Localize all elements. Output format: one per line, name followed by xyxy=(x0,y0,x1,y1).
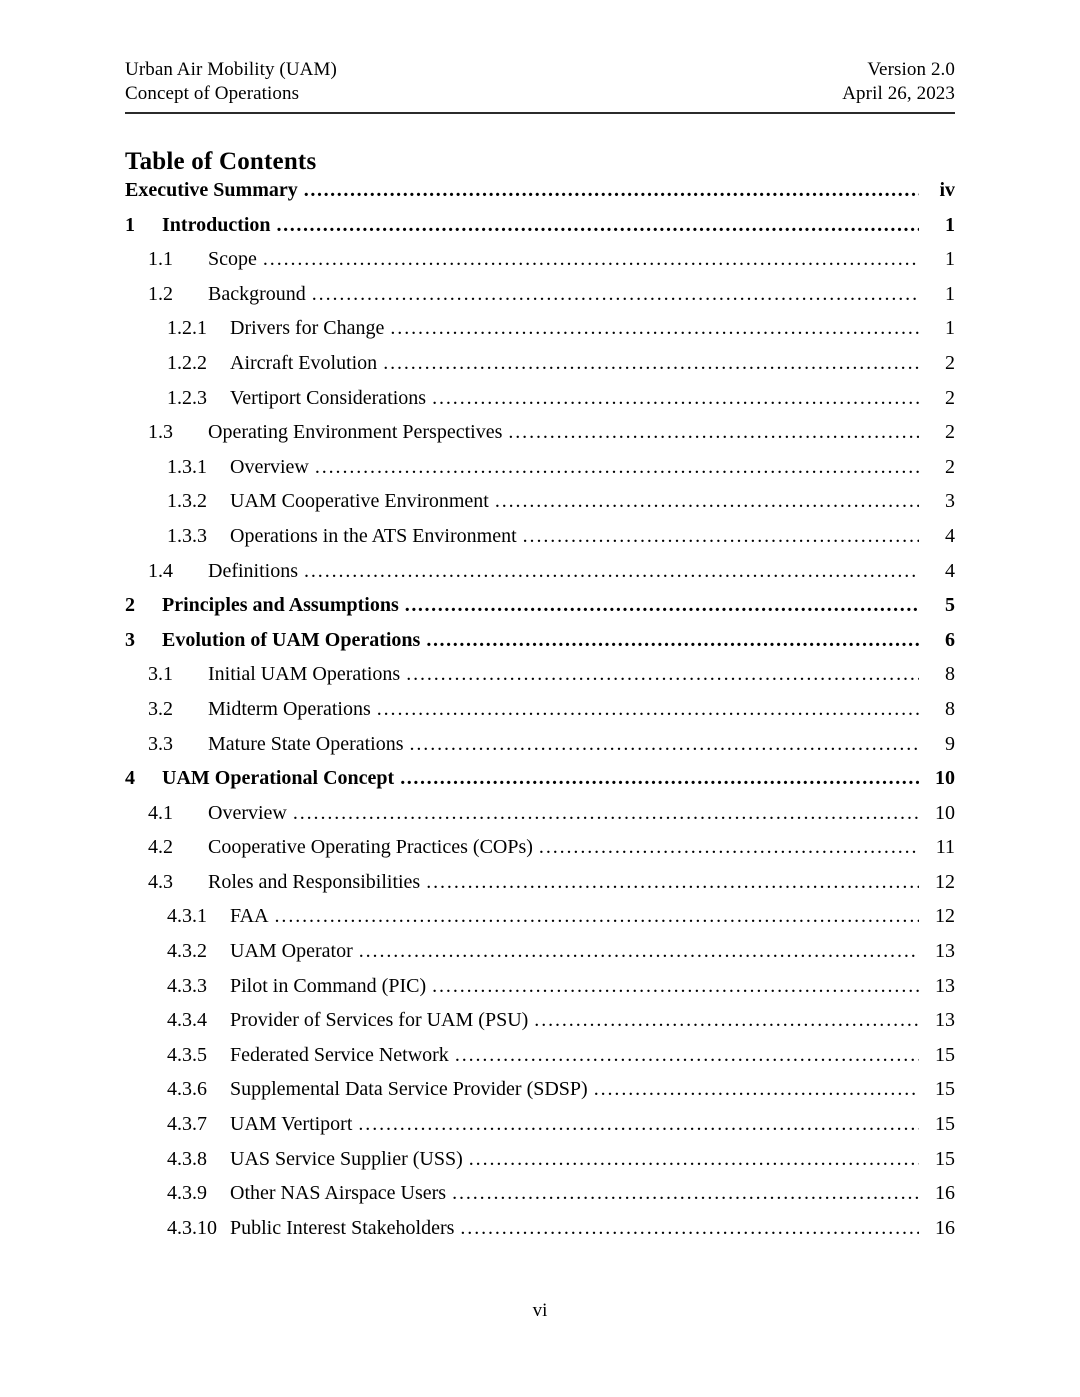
toc-entry-number: 1.2.2 xyxy=(167,351,207,374)
toc-dot-leader xyxy=(358,1113,919,1133)
toc-entry[interactable] xyxy=(125,836,955,871)
toc-entry-title: Pilot in Command (PIC) xyxy=(230,974,427,997)
toc-entry-number: 4 xyxy=(125,767,135,790)
toc-entry-number: 1.4 xyxy=(148,559,173,582)
toc-entry-number: 4.1 xyxy=(148,801,173,824)
toc-dot-leader xyxy=(263,248,919,268)
toc-entry-number: 4.3.2 xyxy=(167,940,207,963)
toc-entry[interactable] xyxy=(125,1217,955,1252)
toc-entry[interactable] xyxy=(125,248,955,283)
page-footer xyxy=(0,1300,1080,1322)
header-version: Version 2.0 xyxy=(867,59,955,80)
toc-entry-title: UAM Cooperative Environment xyxy=(230,490,489,513)
toc-entry[interactable] xyxy=(125,733,955,768)
toc-dot-leader xyxy=(275,905,919,925)
toc-entry-page-number: 4 xyxy=(945,559,955,582)
toc-entry[interactable] xyxy=(125,905,955,940)
toc-entry-title: Background xyxy=(208,282,306,305)
toc-dot-leader xyxy=(432,387,919,407)
toc-entry[interactable] xyxy=(125,1113,955,1148)
toc-entry[interactable] xyxy=(125,940,955,975)
toc-entry-page-number: 2 xyxy=(945,421,955,444)
toc-entry-title: Definitions xyxy=(208,559,298,582)
toc-entry-page-number: 16 xyxy=(935,1182,955,1205)
toc-entry-number: 1.2.1 xyxy=(167,317,207,340)
toc-dot-leader xyxy=(312,283,919,303)
toc-entry[interactable] xyxy=(125,663,955,698)
toc-dot-leader xyxy=(426,871,919,891)
toc-entry[interactable] xyxy=(125,560,955,595)
toc-entry[interactable] xyxy=(125,387,955,422)
toc-entry-page-number: 2 xyxy=(945,386,955,409)
toc-entry-number: 1.3 xyxy=(148,421,173,444)
toc-entry-page-number: 12 xyxy=(935,870,955,893)
toc-entry[interactable] xyxy=(125,179,955,214)
header-date: April 26, 2023 xyxy=(842,83,955,104)
toc-entry-title: Supplemental Data Service Provider (SDSP) xyxy=(230,1078,588,1101)
toc-entry-title: Executive Summary xyxy=(125,179,298,201)
toc-entry-page-number: 15 xyxy=(935,1147,955,1170)
toc-dot-leader xyxy=(469,1148,919,1168)
toc-entry-page-number: 1 xyxy=(945,282,955,305)
toc-entry-title: Initial UAM Operations xyxy=(208,663,401,686)
toc-entry[interactable] xyxy=(125,352,955,387)
toc-entry-page-number: iv xyxy=(939,179,955,201)
toc-entry-page-number: 2 xyxy=(945,351,955,374)
toc-entry-number: 4.3.7 xyxy=(167,1113,207,1136)
toc-dot-leader xyxy=(315,456,919,476)
toc-entry-number: 4.3.6 xyxy=(167,1078,207,1101)
toc-entry-title: UAM Operator xyxy=(230,940,353,963)
toc-entry-title: Operations in the ATS Environment xyxy=(230,524,517,547)
toc-dot-leader xyxy=(390,317,919,337)
toc-entry-title: Evolution of UAM Operations xyxy=(162,628,421,651)
toc-entry-number: 4.2 xyxy=(148,836,173,859)
toc-entry-page-number: 4 xyxy=(945,524,955,547)
toc-entry-title: Drivers for Change xyxy=(230,317,385,340)
toc-entry[interactable] xyxy=(125,456,955,491)
toc-entry-page-number: 16 xyxy=(935,1216,955,1239)
toc-entry-title: Roles and Responsibilities xyxy=(208,870,421,893)
toc-entry[interactable] xyxy=(125,1009,955,1044)
toc-entry-title: Public Interest Stakeholders xyxy=(230,1216,455,1239)
toc-entry-title: Aircraft Evolution xyxy=(230,351,378,374)
toc-entry-page-number: 15 xyxy=(935,1043,955,1066)
toc-entry-number: 4.3.10 xyxy=(167,1216,217,1239)
toc-entry-title: FAA xyxy=(230,905,269,928)
toc-entry-page-number: 13 xyxy=(935,1009,955,1032)
toc-dot-leader xyxy=(495,490,919,510)
header-left-block xyxy=(125,58,337,106)
toc-entry[interactable] xyxy=(125,871,955,906)
toc-entry-title: UAM Operational Concept xyxy=(162,767,395,790)
toc-dot-leader xyxy=(304,560,919,580)
toc-entry-title: Scope xyxy=(208,248,257,271)
toc-entry[interactable] xyxy=(125,975,955,1010)
toc-entry-title: Mature State Operations xyxy=(208,732,404,755)
toc-dot-leader xyxy=(410,733,920,753)
toc-entry-number: 2 xyxy=(125,594,135,617)
toc-dot-leader xyxy=(452,1182,919,1202)
toc-entry-page-number: 10 xyxy=(935,801,955,824)
toc-entry[interactable] xyxy=(125,525,955,560)
toc-dot-leader xyxy=(293,802,919,822)
toc-entry-number: 3.2 xyxy=(148,697,173,720)
toc-entry[interactable] xyxy=(125,490,955,525)
toc-entry-page-number: 6 xyxy=(945,628,955,651)
toc-dot-leader xyxy=(432,975,919,995)
header-document-title: Urban Air Mobility (UAM) xyxy=(125,59,337,80)
toc-entry-number: 4.3.1 xyxy=(167,905,207,928)
toc-entry-title: Cooperative Operating Practices (COPs) xyxy=(208,836,533,859)
toc-entry-page-number: 8 xyxy=(945,697,955,720)
toc-dot-leader xyxy=(539,836,919,856)
toc-dot-leader xyxy=(455,1044,919,1064)
toc-dot-leader xyxy=(594,1078,919,1098)
toc-entry-number: 1.3.2 xyxy=(167,490,207,513)
toc-dot-leader xyxy=(460,1217,919,1237)
toc-dot-leader xyxy=(426,629,919,649)
toc-entry-page-number: 15 xyxy=(935,1078,955,1101)
toc-entry-page-number: 10 xyxy=(935,767,955,790)
toc-entry-page-number: 15 xyxy=(935,1113,955,1136)
table-of-contents xyxy=(125,179,955,1251)
toc-entry[interactable] xyxy=(125,802,955,837)
toc-entry-title: Midterm Operations xyxy=(208,697,371,720)
toc-entry-number: 1 xyxy=(125,213,135,236)
toc-entry-title: Overview xyxy=(230,455,309,478)
toc-entry-page-number: 5 xyxy=(945,594,955,617)
toc-entry[interactable] xyxy=(125,629,955,664)
toc-entry[interactable] xyxy=(125,1182,955,1217)
toc-dot-leader xyxy=(405,594,919,614)
toc-entry-number: 4.3.5 xyxy=(167,1043,207,1066)
toc-dot-leader xyxy=(534,1009,919,1029)
toc-entry-title: Principles and Assumptions xyxy=(162,594,399,617)
toc-entry[interactable] xyxy=(125,698,955,733)
toc-dot-leader xyxy=(406,663,919,683)
toc-entry-number: 3 xyxy=(125,628,135,651)
toc-entry-number: 3.1 xyxy=(148,663,173,686)
toc-entry[interactable] xyxy=(125,1148,955,1183)
toc-entry-page-number: 8 xyxy=(945,663,955,686)
toc-entry[interactable] xyxy=(125,1044,955,1079)
header-divider xyxy=(125,112,955,114)
toc-entry-title: Provider of Services for UAM (PSU) xyxy=(230,1009,529,1032)
toc-dot-leader xyxy=(277,214,919,234)
toc-entry-number: 4.3.3 xyxy=(167,974,207,997)
toc-entry-title: Introduction xyxy=(162,213,271,236)
toc-dot-leader xyxy=(400,767,919,787)
toc-entry[interactable] xyxy=(125,317,955,352)
toc-dot-leader xyxy=(523,525,919,545)
toc-entry-number: 4.3 xyxy=(148,870,173,893)
toc-entry-page-number: 13 xyxy=(935,974,955,997)
toc-entry-number: 4.3.9 xyxy=(167,1182,207,1205)
toc-entry-title: Other NAS Airspace Users xyxy=(230,1182,447,1205)
toc-entry[interactable] xyxy=(125,1078,955,1113)
header-right-block xyxy=(842,58,955,106)
page-title: Table of Contents xyxy=(125,147,317,175)
toc-entry[interactable] xyxy=(125,421,955,456)
toc-entry-number: 1.1 xyxy=(148,248,173,271)
toc-entry-page-number: 11 xyxy=(935,836,955,859)
toc-entry[interactable] xyxy=(125,214,955,249)
toc-dot-leader xyxy=(359,940,919,960)
toc-entry-title: Operating Environment Perspectives xyxy=(208,421,503,444)
toc-entry-page-number: 2 xyxy=(945,455,955,478)
footer-page-number: vi xyxy=(532,1300,548,1321)
toc-entry-title: UAS Service Supplier (USS) xyxy=(230,1147,463,1170)
toc-dot-leader xyxy=(383,352,919,372)
toc-entry-number: 3.3 xyxy=(148,732,173,755)
toc-entry-number: 4.3.4 xyxy=(167,1009,207,1032)
toc-dot-leader xyxy=(377,698,919,718)
toc-entry-title: Vertiport Considerations xyxy=(230,386,427,409)
toc-entry-number: 1.2 xyxy=(148,282,173,305)
toc-entry-page-number: 3 xyxy=(945,490,955,513)
header-document-subtitle: Concept of Operations xyxy=(125,83,300,104)
toc-entry-page-number: 12 xyxy=(935,905,955,928)
toc-entry-page-number: 1 xyxy=(945,248,955,271)
toc-entry-title: Federated Service Network xyxy=(230,1043,449,1066)
toc-dot-leader xyxy=(508,421,919,441)
toc-entry-page-number: 1 xyxy=(945,213,955,236)
toc-entry-page-number: 9 xyxy=(945,732,955,755)
toc-entry-page-number: 13 xyxy=(935,940,955,963)
toc-entry-number: 4.3.8 xyxy=(167,1147,207,1170)
toc-entry-number: 1.3.1 xyxy=(167,455,207,478)
toc-entry-number: 1.3.3 xyxy=(167,524,207,547)
toc-entry-title: Overview xyxy=(208,801,287,824)
toc-entry[interactable] xyxy=(125,594,955,629)
toc-entry-number: 1.2.3 xyxy=(167,386,207,409)
toc-dot-leader xyxy=(304,179,919,199)
running-header xyxy=(125,58,955,106)
toc-entry[interactable] xyxy=(125,283,955,318)
toc-entry-title: UAM Vertiport xyxy=(230,1113,353,1136)
toc-entry[interactable] xyxy=(125,767,955,802)
toc-entry-page-number: 1 xyxy=(945,317,955,340)
